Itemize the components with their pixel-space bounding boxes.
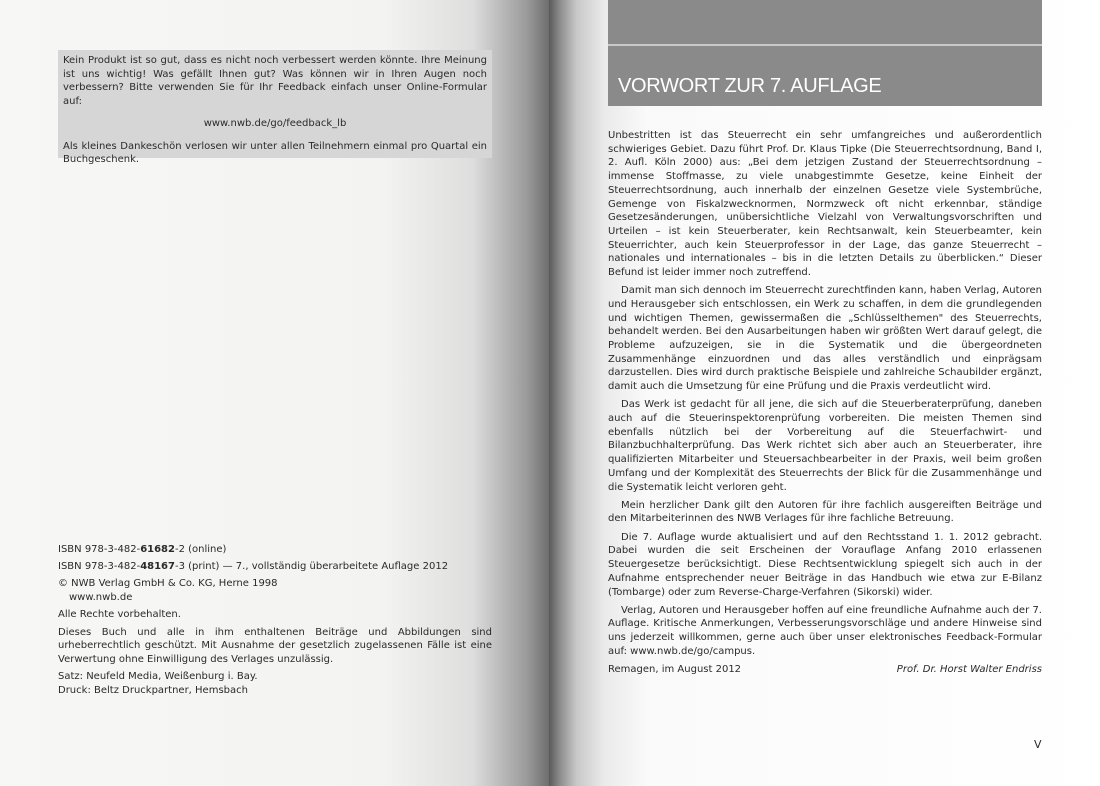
printing-credit: Druck: Beltz Druckpartner, Hemsbach [58,684,248,696]
foreword-paragraph: Verlag, Autoren und Herausgeber hoffen auf eine freundliche Aufnahme auch der 7. Auflage. Kritische Anmerkungen, Verbesserungsvorschläge und andere Hinweise sind uns jederzeit willkommen, gerne auch über unser elektronisches Feedback-Formular auf: www.nwb.de/go/campus. [608,604,1042,657]
foreword-paragraph: Mein herzlicher Dank gilt den Autoren für ihre fachlich ausgereiften Beiträge und den Mitarbeiterinnen des NWB Verlages für ihre fachliche Betreuung. [608,499,1042,525]
chapter-banner [608,0,1042,106]
publisher-website[interactable]: www.nwb.de [69,592,133,604]
feedback-url[interactable]: www.nwb.de/go/feedback_lb [203,118,347,129]
left-page [0,0,549,786]
signature-line [608,663,1042,677]
feedback-box [58,50,492,165]
imprint [58,543,492,701]
foreword-paragraph: Unbestritten ist das Steuerrecht ein sehr umfangreiches und außerordentlich schwieriges Gebiet. Dazu führt Prof. Dr. Klaus Tipke (Die Steuerrechtsordnung, Band I, 2. Aufl. Köln 2000) aus: „Bei dem jetzigen Zustand der Steuerrechtsordnung – immense Stoffmasse, zu viele unabgestimmte Gesetze, keine Einheit der Steuerrechtsordnung, auch innerhalb der einzelnen Gesetze viele Systembrüche, Gemenge von Fiskalzwecknormen, Normzweck oft nicht erkennbar, ständige Gesetzesänderungen, unübersichtliche Vielzahl von Verwaltungsvorschriften und Urteilen – ist kein Steuerberater, kein Rechtsanwalt, kein Steuerbeamter, kein Steuerrichter, auch kein Steuerprofessor in der Lage, das ganze Steuerrecht – nationales und internationales – bis in die letzten Details zu überblicken.“ Dieser Befund ist leider immer noch zutreffend. [608,130,1042,279]
chapter-title: VORWORT ZUR 7. AUFLAGE [618,75,882,97]
foreword-paragraph: Die 7. Auflage wurde aktualisiert und auf den Rechtsstand 1. 1. 2012 gebracht. Dabei wurden die seit Erscheinen der Vorauflage Anfang 2010 erlassenen Steuergesetze berücksichtigt. Diese Rechtsentwicklung spiegelt sich auch in der Aufnahme entsprechender neuer Beiträge in das Handbuch wie etwa zur E-Bilanz (Tombarge) oder zum Reverse-Charge-Verfahren (Sikorski) wider. [608,531,1042,598]
legal-notice: Dieses Buch und alle in ihm enthaltenen Beiträge und Abbildungen sind urheberrechtlich geschützt. Mit Ausnahme der gesetzlich zugelassenen Fälle ist eine Verwertung ohne Einwilligung des Verlages unzulässig. [58,626,492,665]
rights-reserved: Alle Rechte vorbehalten. [58,609,181,621]
author-signature: Prof. Dr. Horst Walter Endriss [896,664,1042,676]
copyright-line: © NWB Verlag GmbH & Co. KG, Herne 1998 [58,578,278,590]
place-date: Remagen, im August 2012 [608,664,742,676]
foreword-paragraph: Damit man sich dennoch im Steuerrecht zurechtfinden kann, haben Verlag, Autoren und Herausgeber sich entschlossen, ein Werk zu schaffen, in dem die grundlegenden und wichtigen Themen, gewissermaßen die „Schlüsselthemen" des Steuerrechts, behandelt werden. Bei den Ausarbeitungen haben wir größten Wert darauf gelegt, die Probleme aufzuzeigen, sie in die Systematik und die übergeordneten Zusammenhänge einzuordnen und das alles verständlich und einprägsam darzustellen. Dies wird durch praktische Beispiele und zahlreiche Schaubilder ergänzt, damit auch die Umsetzung für eine Prüfung und die Praxis verdeutlicht wird. [608,285,1042,393]
foreword-body [608,129,1042,677]
page-number: V [1034,738,1042,751]
feedback-thanks-text: Als kleines Dankeschön verlosen wir unter allen Teilnehmern einmal pro Quartal ein Buchgeschenk. [63,140,487,165]
feedback-text: Kein Produkt ist so gut, dass es nicht noch verbessert werden könnte. Ihre Meinung ist uns wichtig! Was gefällt Ihnen gut? Was können wir in Ihren Augen noch verbessern? Bitte verwenden Sie für Ihr Feedback einfach unser Online-Formular auf: [63,55,487,107]
isbn-online: ISBN 978-3-482-61682-2 (online) [58,544,227,555]
isbn-print: ISBN 978-3-482-48167-3 (print) — 7., vollständig überarbeitete Auflage 2012 [58,561,449,573]
banner-rule [608,44,1042,46]
foreword-paragraph: Das Werk ist gedacht für all jene, die sich auf die Steuerberaterprüfung, daneben auch auf die Steuerinspektorenprüfung vorbereiten. Die meisten Themen sind ebenfalls nützlich bei der Vorbereitung auf die Steuerfachwirt- und Bilanzbuchhalterprüfung. Das Werk richtet sich aber auch an Steuerberater, ihre qualifizierten Mitarbeiter und Steuersachbearbeiter in der Praxis, weil beim großen Umfang und der Komplexität des Steuerrechts der Blick für die Zusammenhänge und die Systematik leicht verloren geht. [608,399,1042,493]
typesetting-credit: Satz: Neufeld Media, Weißenburg i. Bay. [58,671,258,683]
